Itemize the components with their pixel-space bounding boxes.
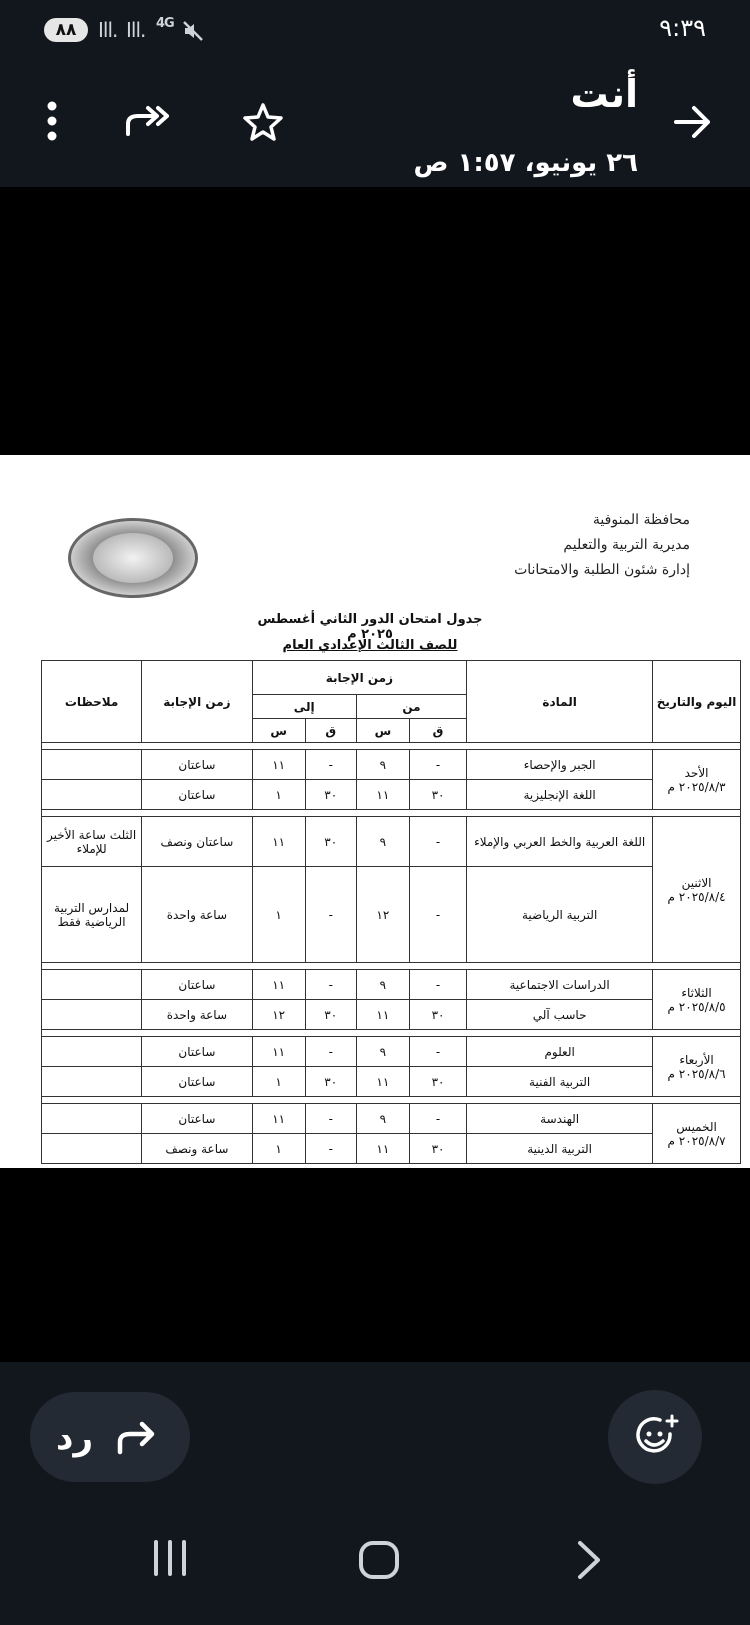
home-icon[interactable] <box>358 1540 400 1580</box>
table-row <box>42 1134 741 1164</box>
to-hour-cell: ١ <box>252 1134 305 1164</box>
to-hour-cell: ١ <box>252 1067 305 1097</box>
duration-cell: ساعة ونصف <box>142 1134 252 1164</box>
header-hour: س <box>356 719 409 743</box>
signal-icon: Ill. <box>126 18 146 42</box>
header-minute: ق <box>409 719 466 743</box>
to-minute-cell: - <box>305 750 356 780</box>
to-minute-cell: ٣٠ <box>305 1000 356 1030</box>
notes-cell: لمدارس التربية الرياضية فقط <box>42 867 142 963</box>
duration-cell: ساعتان <box>142 750 252 780</box>
status-bar <box>0 0 750 60</box>
to-hour-cell: ١١ <box>252 970 305 1000</box>
to-hour-cell: ١١ <box>252 1037 305 1067</box>
to-minute-cell: ٣٠ <box>305 817 356 867</box>
from-hour-cell: ٩ <box>356 750 409 780</box>
schedule-title: جدول امتحان الدور الثاني أغسطس ٢٠٢٥ م <box>257 612 483 642</box>
subject-cell: العلوم <box>467 1037 653 1067</box>
from-minute-cell: - <box>409 970 466 1000</box>
back-arrow-icon[interactable] <box>672 102 714 142</box>
forward-all-icon[interactable] <box>124 100 174 140</box>
day-cell: الخميس ٢٠٢٥/٨/٧ م <box>653 1104 741 1164</box>
subject-cell: الهندسة <box>467 1104 653 1134</box>
table-row <box>42 1067 741 1097</box>
subject-cell: التربية الرياضية <box>467 867 653 963</box>
from-hour-cell: ١٢ <box>356 867 409 963</box>
duration-cell: ساعتان ونصف <box>142 817 252 867</box>
notes-cell <box>42 1067 142 1097</box>
subject-cell: حاسب آلي <box>467 1000 653 1030</box>
table-row <box>42 750 741 780</box>
org-line: محافظة المنوفية <box>592 512 690 528</box>
header-duration: زمن الإجابة <box>142 661 252 743</box>
duration-cell: ساعة واحدة <box>142 1000 252 1030</box>
reply-button[interactable] <box>30 1392 190 1482</box>
table-row <box>42 1037 741 1067</box>
table-row <box>42 780 741 810</box>
org-line: مديرية التربية والتعليم <box>563 537 690 553</box>
to-minute-cell: - <box>305 1134 356 1164</box>
duration-cell: ساعتان <box>142 1104 252 1134</box>
from-hour-cell: ٩ <box>356 1104 409 1134</box>
table-row <box>42 817 741 867</box>
to-minute-cell: - <box>305 1104 356 1134</box>
from-hour-cell: ١١ <box>356 1134 409 1164</box>
from-hour-cell: ١١ <box>356 1000 409 1030</box>
document-header <box>430 508 690 583</box>
notes-cell <box>42 1104 142 1134</box>
table-row <box>42 1000 741 1030</box>
subject-cell: الجبر والإحصاء <box>467 750 653 780</box>
notes-cell <box>42 1000 142 1030</box>
header-answer-time: زمن الإجابة <box>252 661 467 695</box>
day-cell: الاثنين ٢٠٢٥/٨/٤ م <box>653 817 741 963</box>
from-hour-cell: ١١ <box>356 1067 409 1097</box>
to-hour-cell: ١١ <box>252 817 305 867</box>
to-minute-cell: - <box>305 1037 356 1067</box>
notes-cell <box>42 1037 142 1067</box>
duration-cell: ساعتان <box>142 970 252 1000</box>
notes-cell <box>42 750 142 780</box>
from-hour-cell: ٩ <box>356 970 409 1000</box>
from-hour-cell: ٩ <box>356 1037 409 1067</box>
ministry-seal <box>68 518 198 598</box>
to-hour-cell: ١١ <box>252 750 305 780</box>
to-minute-cell: - <box>305 867 356 963</box>
subject-cell: التربية الدينية <box>467 1134 653 1164</box>
reply-label: رد <box>56 1418 94 1458</box>
battery-indicator: ٨٨ <box>44 18 88 42</box>
notes-cell <box>42 970 142 1000</box>
from-minute-cell: ٣٠ <box>409 1067 466 1097</box>
day-cell: الأربعاء ٢٠٢٥/٨/٦ م <box>653 1037 741 1097</box>
from-hour-cell: ٩ <box>356 817 409 867</box>
add-reaction-icon <box>634 1414 680 1460</box>
duration-cell: ساعتان <box>142 1037 252 1067</box>
to-hour-cell: ١١ <box>252 1104 305 1134</box>
from-minute-cell: - <box>409 1037 466 1067</box>
to-hour-cell: ١ <box>252 780 305 810</box>
back-icon[interactable] <box>574 1540 604 1580</box>
duration-cell: ساعتان <box>142 780 252 810</box>
org-line: إدارة شئون الطلبة والامتحانات <box>514 562 690 578</box>
header-day-date: اليوم والتاريخ <box>653 661 741 743</box>
duration-cell: ساعتان <box>142 1067 252 1097</box>
to-hour-cell: ١ <box>252 867 305 963</box>
from-minute-cell: - <box>409 867 466 963</box>
exam-schedule-table <box>41 660 741 1164</box>
header-to: إلى <box>252 695 356 719</box>
header-notes: ملاحظات <box>42 661 142 743</box>
from-hour-cell: ١١ <box>356 780 409 810</box>
notes-cell: الثلث ساعة الأخير للإملاء <box>42 817 142 867</box>
header-subject: المادة <box>467 661 653 743</box>
header-minute: ق <box>305 719 356 743</box>
from-minute-cell: - <box>409 1104 466 1134</box>
notes-cell <box>42 780 142 810</box>
schedule-subtitle: للصف الثالث الإعدادي العام <box>282 638 458 653</box>
subject-cell: اللغة الإنجليزية <box>467 780 653 810</box>
duration-cell: ساعة واحدة <box>142 867 252 963</box>
table-row <box>42 1104 741 1134</box>
from-minute-cell: - <box>409 817 466 867</box>
header-from: من <box>356 695 466 719</box>
table-row <box>42 970 741 1000</box>
to-minute-cell: - <box>305 970 356 1000</box>
from-minute-cell: - <box>409 750 466 780</box>
signal-icon: Ill. <box>98 18 118 42</box>
table-row <box>42 867 741 963</box>
from-minute-cell: ٣٠ <box>409 1134 466 1164</box>
sender-name: أنت <box>570 72 638 116</box>
reply-arrow-icon <box>116 1420 158 1456</box>
muted-icon <box>182 20 204 42</box>
day-cell: الأحد ٢٠٢٥/٨/٣ م <box>653 750 741 810</box>
from-minute-cell: ٣٠ <box>409 1000 466 1030</box>
header-hour: س <box>252 719 305 743</box>
star-icon[interactable] <box>242 102 284 142</box>
message-timestamp: ٢٦ يونيو، ١:٥٧ ص <box>413 148 638 178</box>
subject-cell: التربية الفنية <box>467 1067 653 1097</box>
from-minute-cell: ٣٠ <box>409 780 466 810</box>
recent-apps-icon[interactable] <box>150 1540 190 1576</box>
to-minute-cell: ٣٠ <box>305 780 356 810</box>
subject-cell: اللغة العربية والخط العربي والإملاء <box>467 817 653 867</box>
to-hour-cell: ١٢ <box>252 1000 305 1030</box>
day-cell: الثلاثاء ٢٠٢٥/٨/٥ م <box>653 970 741 1030</box>
network-type-label: 4G <box>156 16 174 31</box>
subject-cell: الدراسات الاجتماعية <box>467 970 653 1000</box>
notes-cell <box>42 1134 142 1164</box>
more-options-icon[interactable] <box>40 100 64 142</box>
clock: ٩:٣٩ <box>659 14 706 42</box>
to-minute-cell: ٣٠ <box>305 1067 356 1097</box>
